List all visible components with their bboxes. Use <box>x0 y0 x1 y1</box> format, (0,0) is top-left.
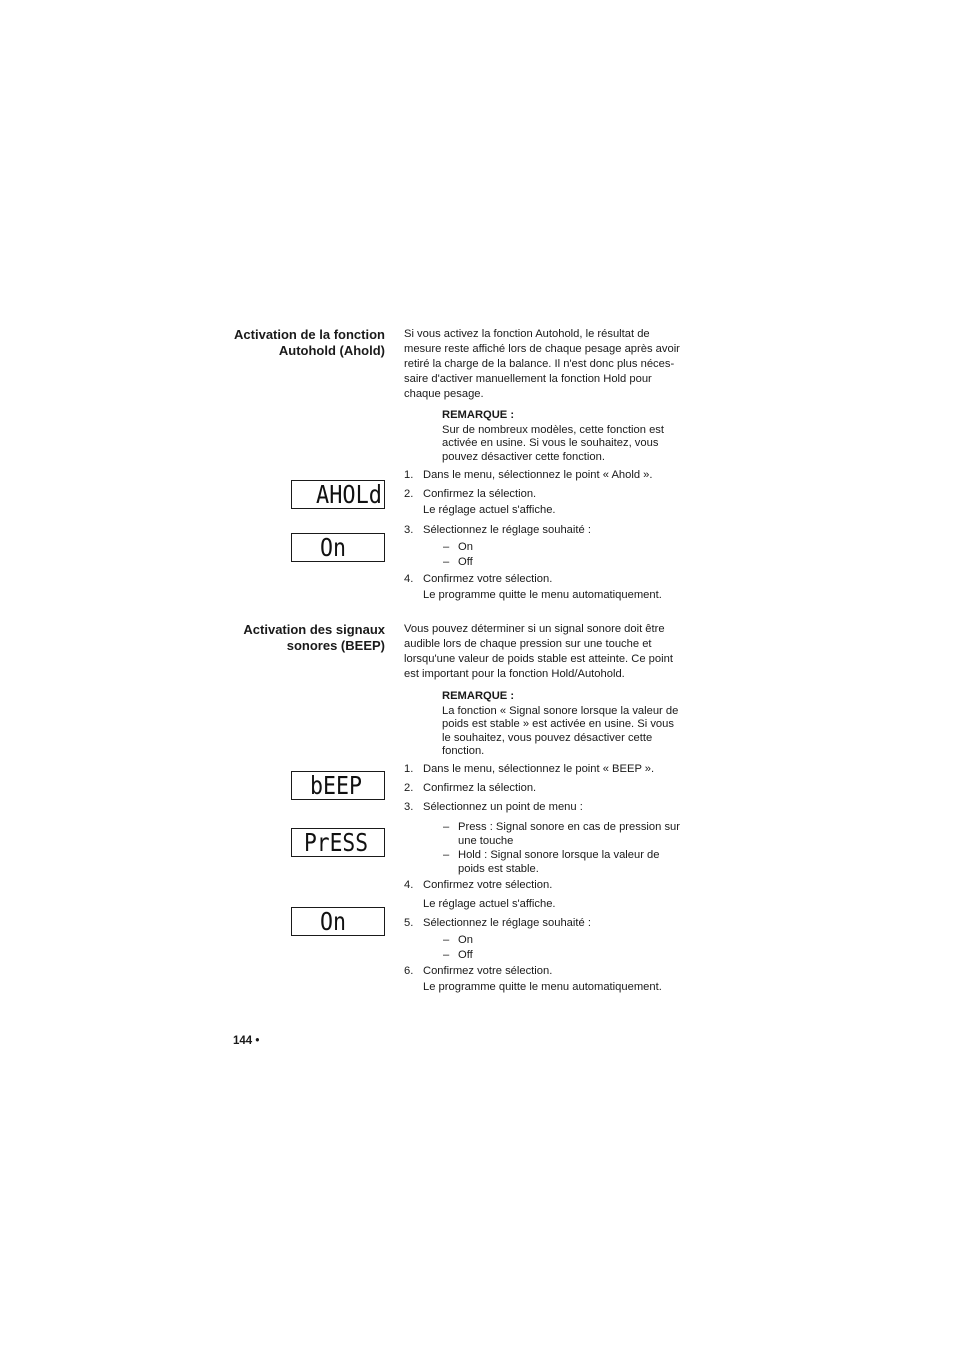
svg-text:On: On <box>320 908 346 935</box>
svg-text:AHOLd: AHOLd <box>316 481 382 508</box>
step-4-subtext-autohold: Le programme quitte le menu automatiquement. <box>423 589 662 601</box>
step-2-beep: 2. Confirmez la sélection. <box>404 782 537 794</box>
svg-text:PrESS: PrESS <box>304 829 368 856</box>
lcd-text <box>292 908 384 935</box>
page-number: 144 • <box>233 1035 260 1047</box>
lcd-display-beep <box>291 771 385 800</box>
lcd-text <box>292 481 384 508</box>
step-2-autohold: 2. Confirmez la sélection. <box>404 488 537 500</box>
step-4-beep: 4. Confirmez votre sélection. <box>404 879 553 891</box>
menu-point-hold: – Hold : Signal sonore lorsque la valeur de poids est stable. <box>443 849 660 875</box>
note-title: REMARQUE : <box>442 690 515 702</box>
section-heading-beep: Activation des signaux sonores (BEEP) <box>243 622 385 653</box>
step-1-beep: 1. Dans le menu, sélectionnez le point « BEEP ». <box>404 763 655 775</box>
step-4-subtext-beep: Le réglage actuel s'affiche. <box>423 898 556 910</box>
step-2-subtext-autohold: Le réglage actuel s'affiche. <box>423 504 556 516</box>
svg-text:On: On <box>320 534 346 561</box>
section-heading-autohold: Activation de la fonction Autohold (Ahold) <box>234 327 385 358</box>
lcd-display-press <box>291 828 385 857</box>
lcd-text <box>292 534 384 561</box>
step-3-beep: 3. Sélectionnez un point de menu : <box>404 801 583 813</box>
step-4-autohold: 4. Confirmez votre sélection. <box>404 573 553 585</box>
lcd-display-ahold <box>291 480 385 509</box>
step-5-beep: 5. Sélectionnez le réglage souhaité : <box>404 917 591 929</box>
note-autohold: REMARQUE : Sur de nombreux modèles, cette fonction est activée en usine. Si vous le souhaitez, vous pouvez désactiver cette fonction. <box>442 409 697 464</box>
lcd-display-on-autohold <box>291 533 385 562</box>
intro-paragraph-beep: Vous pouvez déterminer si un signal sonore doit être audible lors de chaque pression sur une touche et lorsqu'une valeur de poids stable est atteinte. Ce point est important pour la fonction Hold/Autohold. <box>404 623 673 680</box>
option-off-beep: – Off <box>443 949 473 961</box>
step-6-subtext-beep: Le programme quitte le menu automatiquement. <box>423 981 662 993</box>
lcd-display-on-beep <box>291 907 385 936</box>
menu-point-press: – Press : Signal sonore en cas de pression sur une touche <box>443 821 681 847</box>
note-beep: REMARQUE : La fonction « Signal sonore lorsque la valeur de poids est stable » est activée en usine. Si vous le souhaitez, vous pouvez désactiver cette fonction. <box>442 690 697 759</box>
note-title: REMARQUE : <box>442 409 515 421</box>
option-off-autohold: – Off <box>443 556 473 568</box>
lcd-text <box>292 829 384 856</box>
lcd-text <box>292 772 384 799</box>
svg-text:bEEP: bEEP <box>310 772 362 799</box>
option-on-beep: – On <box>443 934 473 946</box>
option-on-autohold: – On <box>443 541 473 553</box>
step-6-beep: 6. Confirmez votre sélection. <box>404 965 553 977</box>
intro-paragraph-autohold: Si vous activez la fonction Autohold, le résultat de mesure reste affiché lors de chaque pesage après avoir retiré la charge de la balance. Il n'est donc plus néces- saire d'activer manuellement la fonction Hold pour chaque pesage. <box>404 328 680 400</box>
step-3-autohold: 3. Sélectionnez le réglage souhaité : <box>404 524 591 536</box>
step-1-autohold: 1. Dans le menu, sélectionnez le point « Ahold ». <box>404 469 653 481</box>
